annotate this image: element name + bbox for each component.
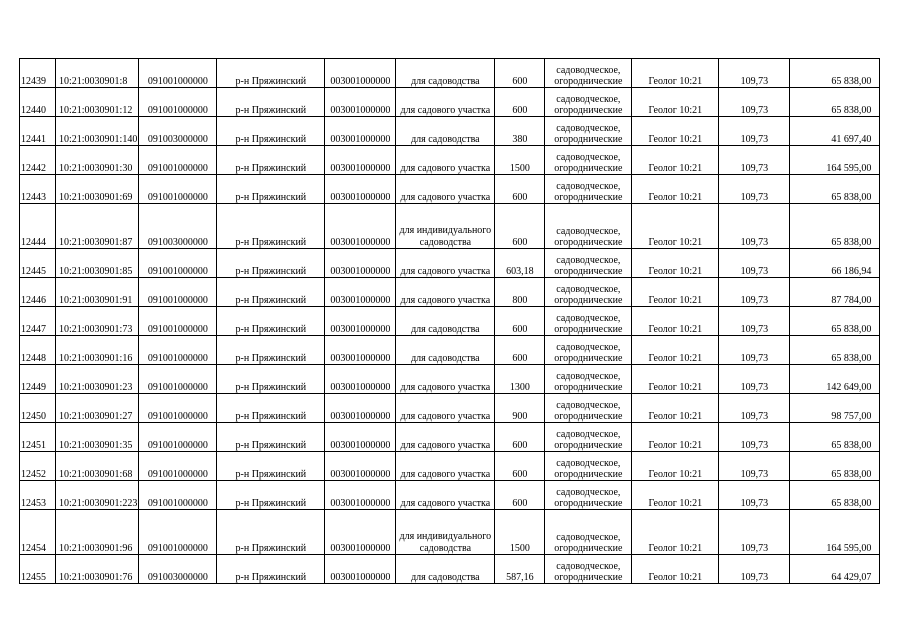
oktmo-code-cell: 003001000000 [325, 59, 396, 88]
district-cell: р-н Пряжинский [217, 204, 325, 249]
permitted-use-cell: для садового участка [396, 249, 495, 278]
permitted-use-cell: для садового участка [396, 88, 495, 117]
permitted-use-cell: для садового участка [396, 452, 495, 481]
area-cell: 1300 [495, 365, 545, 394]
cadastral-number-cell: 10:21:0030901:73 [56, 307, 139, 336]
permitted-use-cell: для садового участка [396, 175, 495, 204]
land-category-cell: садоводческое, огороднические [545, 423, 632, 452]
land-category-cell: садоводческое, огороднические [545, 336, 632, 365]
oktmo-code-cell: 003001000000 [325, 423, 396, 452]
cadastral-number-cell: 10:21:0030901:223 [56, 481, 139, 510]
area-cell: 900 [495, 394, 545, 423]
specific-value-cell: 109,73 [719, 146, 790, 175]
land-category-cell: садоводческое, огороднические [545, 146, 632, 175]
table-row [20, 307, 880, 336]
specific-value-cell: 109,73 [719, 365, 790, 394]
row-number-cell: 12453 [20, 481, 56, 510]
area-cell: 800 [495, 278, 545, 307]
permitted-use-cell: для садового участка [396, 394, 495, 423]
oktmo-code-cell: 003001000000 [325, 481, 396, 510]
evaluation-group-cell: Геолог 10:21 [632, 307, 719, 336]
oktmo-code-cell: 003001000000 [325, 365, 396, 394]
oktmo-code-cell: 003001000000 [325, 175, 396, 204]
land-category-cell: садоводческое, огороднические [545, 555, 632, 584]
cadastral-number-cell: 10:21:0030901:96 [56, 510, 139, 555]
specific-value-cell: 109,73 [719, 117, 790, 146]
district-cell: р-н Пряжинский [217, 146, 325, 175]
evaluation-group-cell: Геолог 10:21 [632, 146, 719, 175]
oktmo-code-cell: 003001000000 [325, 117, 396, 146]
table-row [20, 175, 880, 204]
cadastral-number-cell: 10:21:0030901:69 [56, 175, 139, 204]
cadastral-value-cell: 65 838,00 [790, 481, 880, 510]
specific-value-cell: 109,73 [719, 59, 790, 88]
okato-code-cell: 091001000000 [139, 88, 217, 117]
okato-code-cell: 091003000000 [139, 204, 217, 249]
row-number-cell: 12455 [20, 555, 56, 584]
oktmo-code-cell: 003001000000 [325, 88, 396, 117]
evaluation-group-cell: Геолог 10:21 [632, 452, 719, 481]
specific-value-cell: 109,73 [719, 481, 790, 510]
land-registry-table [19, 58, 880, 584]
okato-code-cell: 091001000000 [139, 394, 217, 423]
area-cell: 600 [495, 336, 545, 365]
table-body [20, 59, 880, 584]
table-row [20, 204, 880, 249]
specific-value-cell: 109,73 [719, 204, 790, 249]
district-cell: р-н Пряжинский [217, 452, 325, 481]
land-category-cell: садоводческое, огороднические [545, 278, 632, 307]
area-cell: 600 [495, 175, 545, 204]
row-number-cell: 12439 [20, 59, 56, 88]
cadastral-value-cell: 164 595,00 [790, 510, 880, 555]
area-cell: 603,18 [495, 249, 545, 278]
district-cell: р-н Пряжинский [217, 117, 325, 146]
cadastral-value-cell: 98 757,00 [790, 394, 880, 423]
specific-value-cell: 109,73 [719, 307, 790, 336]
evaluation-group-cell: Геолог 10:21 [632, 249, 719, 278]
okato-code-cell: 091001000000 [139, 365, 217, 394]
row-number-cell: 12454 [20, 510, 56, 555]
district-cell: р-н Пряжинский [217, 175, 325, 204]
table-row [20, 59, 880, 88]
district-cell: р-н Пряжинский [217, 423, 325, 452]
table-row [20, 555, 880, 584]
cadastral-value-cell: 65 838,00 [790, 204, 880, 249]
specific-value-cell: 109,73 [719, 175, 790, 204]
evaluation-group-cell: Геолог 10:21 [632, 175, 719, 204]
specific-value-cell: 109,73 [719, 336, 790, 365]
land-category-cell: садоводческое, огороднические [545, 249, 632, 278]
oktmo-code-cell: 003001000000 [325, 204, 396, 249]
row-number-cell: 12447 [20, 307, 56, 336]
row-number-cell: 12443 [20, 175, 56, 204]
cadastral-number-cell: 10:21:0030901:23 [56, 365, 139, 394]
permitted-use-cell: для садоводства [396, 59, 495, 88]
oktmo-code-cell: 003001000000 [325, 555, 396, 584]
cadastral-value-cell: 66 186,94 [790, 249, 880, 278]
cadastral-number-cell: 10:21:0030901:87 [56, 204, 139, 249]
table-row [20, 452, 880, 481]
specific-value-cell: 109,73 [719, 249, 790, 278]
row-number-cell: 12441 [20, 117, 56, 146]
okato-code-cell: 091001000000 [139, 510, 217, 555]
area-cell: 600 [495, 59, 545, 88]
oktmo-code-cell: 003001000000 [325, 307, 396, 336]
cadastral-value-cell: 65 838,00 [790, 452, 880, 481]
land-category-cell: садоводческое, огороднические [545, 394, 632, 423]
oktmo-code-cell: 003001000000 [325, 249, 396, 278]
cadastral-number-cell: 10:21:0030901:85 [56, 249, 139, 278]
oktmo-code-cell: 003001000000 [325, 510, 396, 555]
area-cell: 600 [495, 452, 545, 481]
cadastral-number-cell: 10:21:0030901:8 [56, 59, 139, 88]
row-number-cell: 12448 [20, 336, 56, 365]
district-cell: р-н Пряжинский [217, 88, 325, 117]
okato-code-cell: 091001000000 [139, 336, 217, 365]
specific-value-cell: 109,73 [719, 394, 790, 423]
permitted-use-cell: для садового участка [396, 481, 495, 510]
okato-code-cell: 091001000000 [139, 59, 217, 88]
area-cell: 600 [495, 423, 545, 452]
permitted-use-cell: для садового участка [396, 146, 495, 175]
okato-code-cell: 091001000000 [139, 423, 217, 452]
evaluation-group-cell: Геолог 10:21 [632, 336, 719, 365]
cadastral-number-cell: 10:21:0030901:91 [56, 278, 139, 307]
land-category-cell: садоводческое, огороднические [545, 365, 632, 394]
table-row [20, 394, 880, 423]
cadastral-value-cell: 142 649,00 [790, 365, 880, 394]
row-number-cell: 12452 [20, 452, 56, 481]
district-cell: р-н Пряжинский [217, 249, 325, 278]
oktmo-code-cell: 003001000000 [325, 394, 396, 423]
land-category-cell: садоводческое, огороднические [545, 59, 632, 88]
cadastral-number-cell: 10:21:0030901:140 [56, 117, 139, 146]
okato-code-cell: 091003000000 [139, 555, 217, 584]
evaluation-group-cell: Геолог 10:21 [632, 204, 719, 249]
specific-value-cell: 109,73 [719, 510, 790, 555]
area-cell: 587,16 [495, 555, 545, 584]
row-number-cell: 12442 [20, 146, 56, 175]
land-category-cell: садоводческое, огороднические [545, 175, 632, 204]
district-cell: р-н Пряжинский [217, 307, 325, 336]
land-category-cell: садоводческое, огороднические [545, 452, 632, 481]
okato-code-cell: 091001000000 [139, 307, 217, 336]
permitted-use-cell: для индивидуального садоводства [396, 204, 495, 249]
district-cell: р-н Пряжинский [217, 278, 325, 307]
land-category-cell: садоводческое, огороднические [545, 88, 632, 117]
evaluation-group-cell: Геолог 10:21 [632, 510, 719, 555]
district-cell: р-н Пряжинский [217, 59, 325, 88]
evaluation-group-cell: Геолог 10:21 [632, 88, 719, 117]
table-row [20, 336, 880, 365]
evaluation-group-cell: Геолог 10:21 [632, 365, 719, 394]
oktmo-code-cell: 003001000000 [325, 146, 396, 175]
table-row [20, 423, 880, 452]
row-number-cell: 12451 [20, 423, 56, 452]
table-row [20, 365, 880, 394]
table-row [20, 146, 880, 175]
permitted-use-cell: для садоводства [396, 555, 495, 584]
district-cell: р-н Пряжинский [217, 510, 325, 555]
cadastral-value-cell: 65 838,00 [790, 336, 880, 365]
area-cell: 600 [495, 481, 545, 510]
cadastral-value-cell: 64 429,07 [790, 555, 880, 584]
row-number-cell: 12440 [20, 88, 56, 117]
land-category-cell: садоводческое, огороднические [545, 307, 632, 336]
cadastral-number-cell: 10:21:0030901:76 [56, 555, 139, 584]
cadastral-number-cell: 10:21:0030901:12 [56, 88, 139, 117]
row-number-cell: 12446 [20, 278, 56, 307]
area-cell: 1500 [495, 510, 545, 555]
evaluation-group-cell: Геолог 10:21 [632, 117, 719, 146]
permitted-use-cell: для садоводства [396, 117, 495, 146]
land-category-cell: садоводческое, огороднические [545, 204, 632, 249]
row-number-cell: 12445 [20, 249, 56, 278]
permitted-use-cell: для индивидуального садоводства [396, 510, 495, 555]
cadastral-number-cell: 10:21:0030901:27 [56, 394, 139, 423]
okato-code-cell: 091001000000 [139, 452, 217, 481]
land-category-cell: садоводческое, огороднические [545, 117, 632, 146]
evaluation-group-cell: Геолог 10:21 [632, 394, 719, 423]
cadastral-value-cell: 164 595,00 [790, 146, 880, 175]
cadastral-number-cell: 10:21:0030901:35 [56, 423, 139, 452]
table-row [20, 278, 880, 307]
area-cell: 600 [495, 204, 545, 249]
permitted-use-cell: для садового участка [396, 365, 495, 394]
okato-code-cell: 091001000000 [139, 146, 217, 175]
okato-code-cell: 091001000000 [139, 481, 217, 510]
cadastral-value-cell: 65 838,00 [790, 423, 880, 452]
area-cell: 600 [495, 307, 545, 336]
cadastral-value-cell: 65 838,00 [790, 307, 880, 336]
okato-code-cell: 091003000000 [139, 117, 217, 146]
district-cell: р-н Пряжинский [217, 394, 325, 423]
okato-code-cell: 091001000000 [139, 175, 217, 204]
land-category-cell: садоводческое, огороднические [545, 510, 632, 555]
permitted-use-cell: для садоводства [396, 307, 495, 336]
row-number-cell: 12449 [20, 365, 56, 394]
cadastral-number-cell: 10:21:0030901:68 [56, 452, 139, 481]
evaluation-group-cell: Геолог 10:21 [632, 423, 719, 452]
cadastral-value-cell: 41 697,40 [790, 117, 880, 146]
evaluation-group-cell: Геолог 10:21 [632, 59, 719, 88]
specific-value-cell: 109,73 [719, 555, 790, 584]
row-number-cell: 12450 [20, 394, 56, 423]
area-cell: 600 [495, 88, 545, 117]
district-cell: р-н Пряжинский [217, 555, 325, 584]
cadastral-value-cell: 65 838,00 [790, 88, 880, 117]
district-cell: р-н Пряжинский [217, 481, 325, 510]
specific-value-cell: 109,73 [719, 452, 790, 481]
district-cell: р-н Пряжинский [217, 336, 325, 365]
district-cell: р-н Пряжинский [217, 365, 325, 394]
evaluation-group-cell: Геолог 10:21 [632, 278, 719, 307]
row-number-cell: 12444 [20, 204, 56, 249]
oktmo-code-cell: 003001000000 [325, 336, 396, 365]
table-row [20, 88, 880, 117]
land-category-cell: садоводческое, огороднические [545, 481, 632, 510]
cadastral-value-cell: 65 838,00 [790, 175, 880, 204]
table-row [20, 481, 880, 510]
cadastral-value-cell: 65 838,00 [790, 59, 880, 88]
okato-code-cell: 091001000000 [139, 249, 217, 278]
okato-code-cell: 091001000000 [139, 278, 217, 307]
specific-value-cell: 109,73 [719, 423, 790, 452]
permitted-use-cell: для садового участка [396, 278, 495, 307]
area-cell: 1500 [495, 146, 545, 175]
specific-value-cell: 109,73 [719, 88, 790, 117]
table-row [20, 249, 880, 278]
cadastral-value-cell: 87 784,00 [790, 278, 880, 307]
permitted-use-cell: для садового участка [396, 423, 495, 452]
area-cell: 380 [495, 117, 545, 146]
table-row [20, 117, 880, 146]
table-row [20, 510, 880, 555]
cadastral-number-cell: 10:21:0030901:30 [56, 146, 139, 175]
permitted-use-cell: для садоводства [396, 336, 495, 365]
cadastral-number-cell: 10:21:0030901:16 [56, 336, 139, 365]
evaluation-group-cell: Геолог 10:21 [632, 481, 719, 510]
specific-value-cell: 109,73 [719, 278, 790, 307]
evaluation-group-cell: Геолог 10:21 [632, 555, 719, 584]
land-registry-table-sheet [19, 58, 880, 584]
oktmo-code-cell: 003001000000 [325, 278, 396, 307]
oktmo-code-cell: 003001000000 [325, 452, 396, 481]
